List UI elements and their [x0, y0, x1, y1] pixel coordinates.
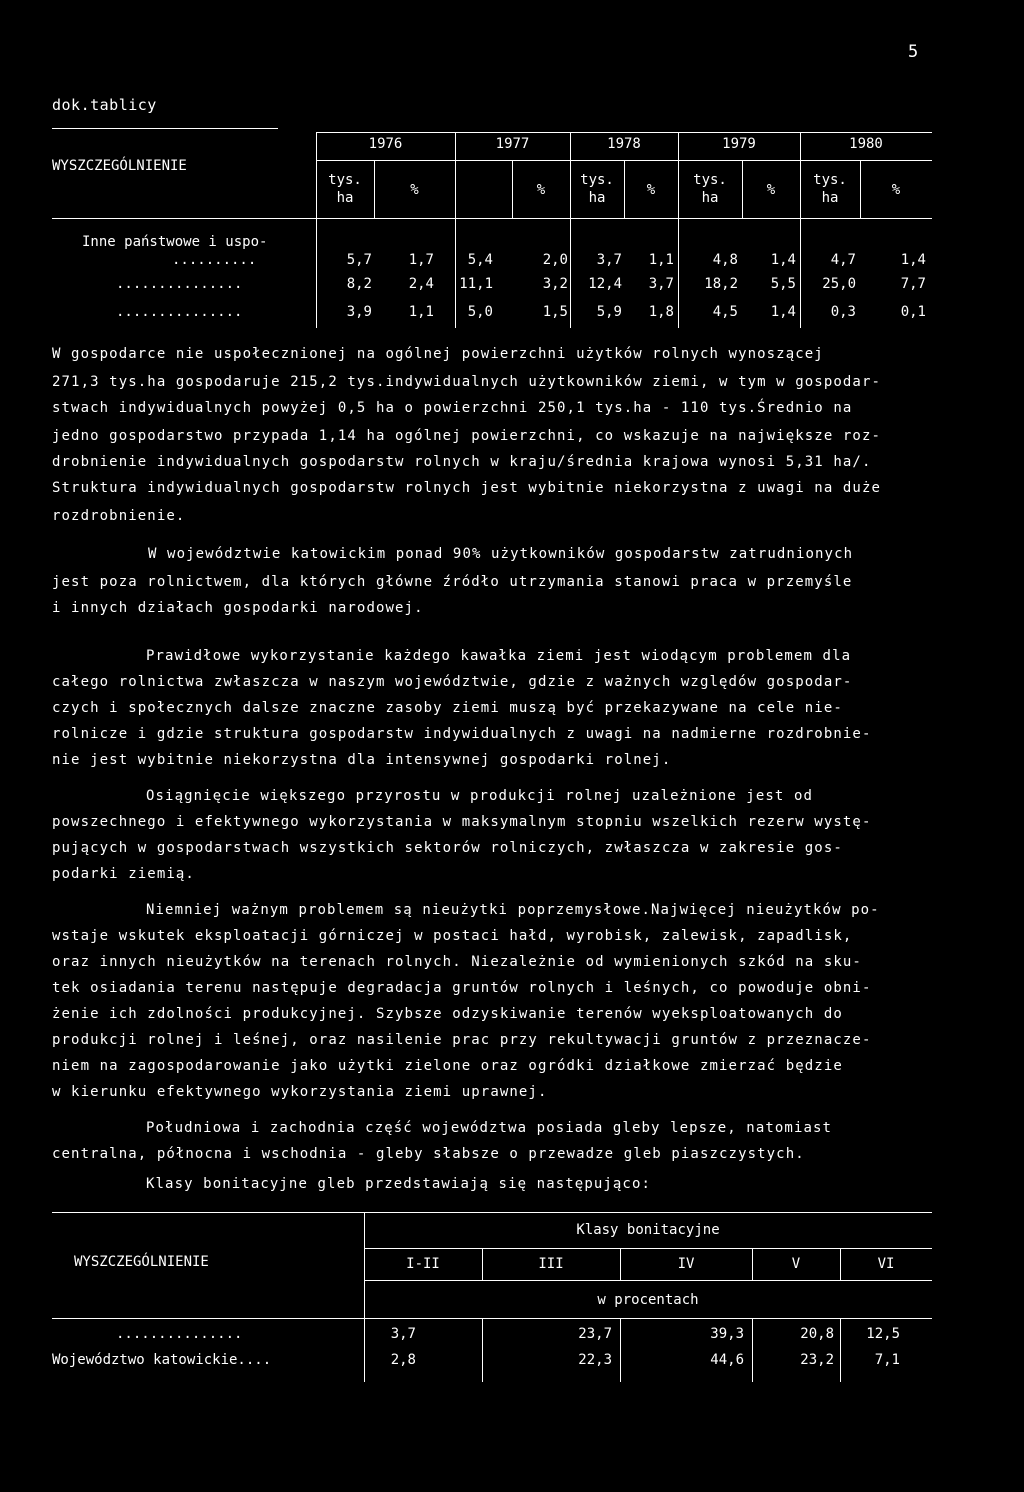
unit-ha-1978: ha	[588, 190, 606, 206]
text-line: jest poza rolnictwem, dla których główne źródło utrzymania stanowi praca w przemyśle	[52, 574, 853, 590]
text-line: jedno gospodarstwo przypada 1,14 ha ogólnej powierzchni, co wskazuje na największe roz-	[52, 428, 881, 444]
unit-tys-1980: tys.	[813, 172, 847, 188]
col-sep-2	[455, 132, 456, 328]
col-sep-0	[316, 132, 317, 328]
page-number: 5	[908, 42, 919, 62]
cell: 5,9	[596, 304, 622, 320]
row-label: Województwo katowickie....	[52, 1352, 272, 1368]
cell: 1,4	[770, 252, 796, 268]
cell: 7,7	[900, 276, 926, 292]
cell: 3,7	[390, 1326, 416, 1342]
text-line: produkcji rolnej i leśnej, oraz nasilenie prac przy rekultywacji gruntów z przeznacze-	[52, 1032, 872, 1048]
text-line: Klasy bonitacyjne gleb przedstawiają się następująco:	[146, 1176, 652, 1192]
stub-header: WYSZCZEGÓLNIENIE	[52, 158, 187, 174]
cell: 44,6	[710, 1352, 744, 1368]
unit-ha-1979: ha	[701, 190, 719, 206]
cell: 8,2	[346, 276, 372, 292]
col-sep-4	[570, 132, 571, 328]
unit-row: w procentach	[597, 1292, 699, 1308]
cell: 1,1	[408, 304, 434, 320]
rule-header-bottom	[52, 1318, 932, 1319]
row-label: ...............	[116, 1326, 243, 1342]
year-1978: 1978	[607, 136, 641, 152]
cell: 4,5	[712, 304, 738, 320]
year-1980: 1980	[849, 136, 883, 152]
cell: 5,7	[346, 252, 372, 268]
stub-header: WYSZCZEGÓLNIENIE	[74, 1254, 209, 1270]
col-sep-8	[800, 132, 801, 328]
rule-top	[52, 1212, 932, 1213]
rule-top-right	[316, 132, 932, 133]
rule-group	[364, 1248, 932, 1249]
cell: 39,3	[710, 1326, 744, 1342]
cell: 1,4	[770, 304, 796, 320]
text-line: czych i społecznych dalsze znaczne zasoby ziemi muszą być przekazywane na cele nie-	[52, 700, 843, 716]
rule-top	[52, 128, 278, 129]
cell: 2,8	[390, 1352, 416, 1368]
year-1977: 1977	[495, 136, 530, 152]
text-line: Niemniej ważnym problemem są nieużytki poprzemysłowe.Najwięcej nieużytków po-	[146, 902, 880, 918]
cell: 12,4	[588, 276, 622, 292]
unit-pct-1979: %	[766, 182, 776, 198]
text-line: 271,3 tys.ha gospodaruje 215,2 tys.indywidualnych użytkowników ziemi, w tym w gospodar-	[52, 374, 881, 390]
cell: 12,5	[866, 1326, 900, 1342]
cell: 23,7	[578, 1326, 612, 1342]
text-line: Struktura indywidualnych gospodarstw rolnych jest wybitnie niekorzystna z uwagi na duże	[52, 480, 881, 496]
year-1979: 1979	[722, 136, 756, 152]
text-line: powszechnego i efektywnego wykorzystania w maksymalnym stopniu wszelkich rezerw wystę-	[52, 814, 872, 830]
cell: 1,5	[542, 304, 568, 320]
cell: 22,3	[578, 1352, 612, 1368]
class-IV: IV	[677, 1256, 695, 1272]
col-sep-6	[678, 132, 679, 328]
unit-pct-1978: %	[646, 182, 656, 198]
cell: 2,4	[408, 276, 434, 292]
cell: 23,2	[800, 1352, 834, 1368]
text-line: podarki ziemią.	[52, 866, 195, 882]
cell: 5,4	[467, 252, 493, 268]
rule-classes	[364, 1280, 932, 1281]
cell: 7,1	[874, 1352, 900, 1368]
cell: 20,8	[800, 1326, 834, 1342]
cell: 4,7	[830, 252, 856, 268]
text-line: pujących w gospodarstwach wszystkich sektorów rolniczych, zwłaszcza w zakresie gos-	[52, 840, 843, 856]
text-line: oraz innych nieużytków na terenach rolnych. Niezależnie od wymienionych szkód na sku-	[52, 954, 862, 970]
class-I-II: I-II	[406, 1256, 440, 1272]
year-1976: 1976	[368, 136, 403, 152]
text-line: całego rolnictwa zwłaszcza w naszym województwie, gdzie z ważnych względów gospodar-	[52, 674, 853, 690]
unit-pct-1976: %	[410, 182, 419, 198]
table-continuation-label: dok.tablicy	[52, 96, 157, 114]
row1-label: Inne państwowe i uspo-	[82, 234, 268, 250]
cell: 1,4	[900, 252, 926, 268]
cell: 1,1	[648, 252, 674, 268]
unit-tys-1979: tys.	[693, 172, 727, 188]
text-line: centralna, północna i wschodnia - gleby słabsze o przewadze gleb piaszczystych.	[52, 1146, 805, 1162]
class-III: III	[538, 1256, 564, 1272]
unit-tys-1976: tys.	[328, 172, 362, 188]
unit-ha-1976: ha	[336, 190, 354, 206]
cell: 11,1	[459, 276, 493, 292]
text-line: żenie ich zdolności produkcyjnej. Szybsze odzyskiwanie terenów wyeksploatowanych do	[52, 1006, 843, 1022]
unit-tys-1978: tys.	[580, 172, 614, 188]
text-line: tek osiadania terenu następuje degradacja gruntów rolnych i leśnych, co powoduje obni-	[52, 980, 872, 996]
text-line: rozdrobnienie.	[52, 508, 186, 524]
row1-leader: ..........	[172, 252, 257, 268]
cell: 1,7	[408, 252, 434, 268]
cell: 2,0	[542, 252, 568, 268]
cell: 25,0	[822, 276, 856, 292]
row2-leader: ...............	[116, 276, 243, 292]
text-line: Prawidłowe wykorzystanie każdego kawałka ziemi jest wiodącym problemem dla	[146, 648, 852, 664]
cell: 0,3	[830, 304, 856, 320]
cell: 4,8	[712, 252, 738, 268]
row3-leader: ...............	[116, 304, 243, 320]
text-line: drobnienie indywidualnych gospodarstw rolnych w kraju/średnia krajowa wynosi 5,31 ha/.	[52, 454, 872, 470]
text-line: nie jest wybitnie niekorzystna dla intensywnej gospodarki rolnej.	[52, 752, 672, 768]
cell: 1,8	[648, 304, 674, 320]
unit-pct-1980: %	[891, 182, 901, 198]
class-V: V	[791, 1256, 801, 1272]
cell: 5,0	[467, 304, 493, 320]
text-line: w kierunku efektywnego wykorzystania ziemi uprawnej.	[52, 1084, 548, 1100]
cell: 18,2	[704, 276, 738, 292]
cell: 0,1	[900, 304, 926, 320]
cell: 3,7	[596, 252, 622, 268]
text-line: Osiągnięcie większego przyrostu w produkcji rolnej uzależnione jest od	[146, 788, 814, 804]
text-line: rolnicze i gdzie struktura gospodarstw indywidualnych z uwagi na nadmierne rozdrobnie-	[52, 726, 872, 742]
text-line: W województwie katowickim ponad 90% użytkowników gospodarstw zatrudnionych	[148, 546, 854, 562]
cell: 5,5	[770, 276, 796, 292]
unit-ha-1980: ha	[821, 190, 839, 206]
text-line: Południowa i zachodnia część województwa posiada gleby lepsze, natomiast	[146, 1120, 833, 1136]
soil-class-table	[52, 1212, 932, 1382]
text-line: i innych działach gospodarki narodowej.	[52, 600, 424, 616]
text-line: stwach indywidualnych powyżej 0,5 ha o powierzchni 250,1 tys.ha - 110 tys.Średnio na	[52, 400, 853, 416]
cell: 3,9	[346, 304, 372, 320]
text-line: wstaje wskutek eksploatacji górniczej w postaci hałd, wyrobisk, zalewisk, zapadlisk,	[52, 928, 853, 944]
class-VI: VI	[877, 1256, 895, 1272]
land-use-table	[52, 128, 932, 348]
cell: 3,2	[542, 276, 568, 292]
cell: 3,7	[648, 276, 674, 292]
text-line: W gospodarce nie uspołecznionej na ogólnej powierzchni użytków rolnych wynoszącej	[52, 346, 824, 362]
unit-pct-1977: %	[536, 182, 546, 198]
group-header: Klasy bonitacyjne	[576, 1222, 720, 1238]
text-line: niem na zagospodarowanie jako użytki zielone oraz ogródki działkowe zmierzać będzie	[52, 1058, 843, 1074]
